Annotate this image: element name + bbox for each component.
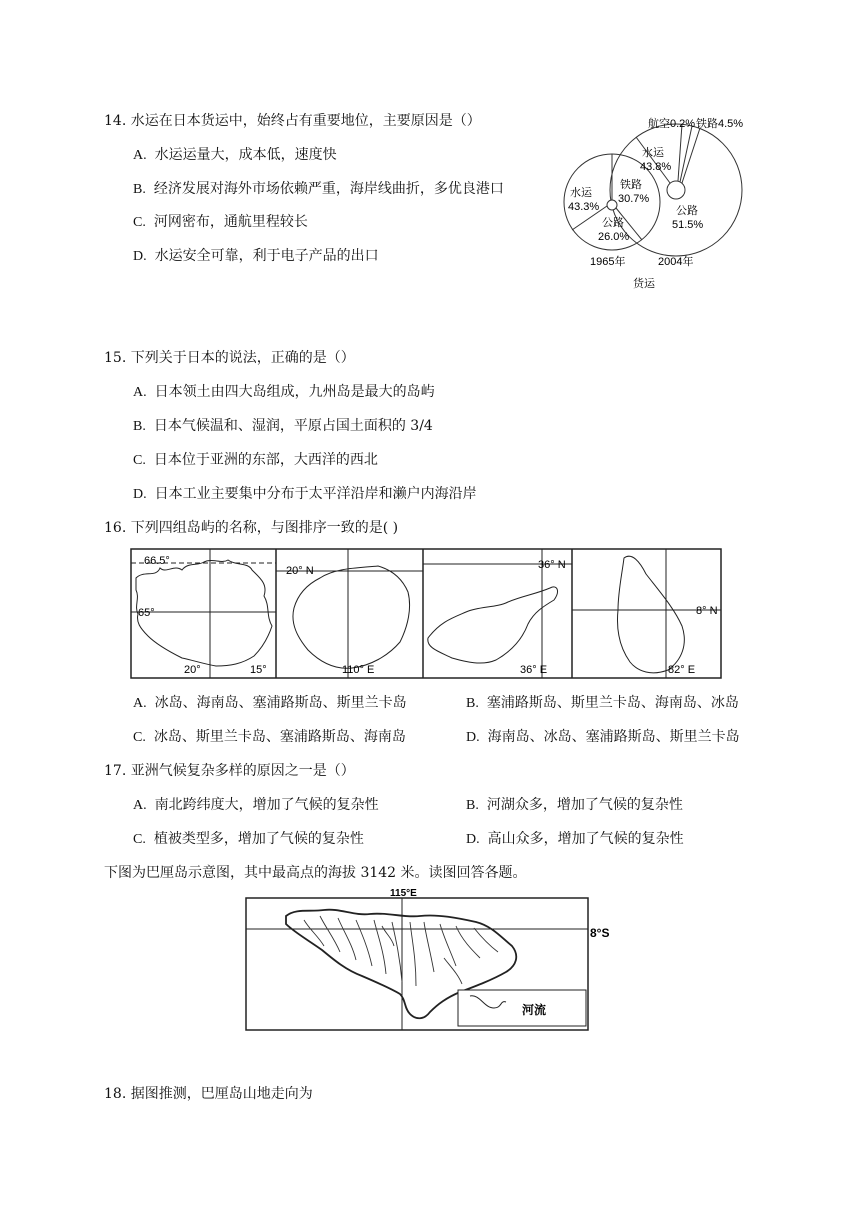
label-water-1965: 水运 43.3% bbox=[568, 187, 600, 213]
option-letter: D. bbox=[133, 249, 147, 264]
chart-caption: 货运 bbox=[633, 278, 655, 290]
q14-option-b[interactable] bbox=[133, 178, 504, 198]
panel-hainan bbox=[276, 549, 423, 678]
q17-option-c[interactable] bbox=[133, 828, 364, 848]
lon-label: 115°E bbox=[390, 888, 417, 899]
option-letter: C. bbox=[133, 832, 146, 847]
lat-label: 20° N bbox=[286, 565, 314, 577]
q16-option-d[interactable] bbox=[466, 726, 740, 746]
option-text: 日本领土由四大岛组成，九州岛是最大的岛屿 bbox=[154, 384, 435, 400]
option-letter: A. bbox=[133, 696, 147, 711]
q18-stem: 18. 据图推测，巴厘岛山地走向为 bbox=[104, 1086, 313, 1102]
bali-intro: 下图为巴厘岛示意图，其中最高点的海拔 3142 米。读图回答各题。 bbox=[104, 865, 527, 881]
option-letter: B. bbox=[466, 798, 479, 813]
option-text: 海南岛、冰岛、塞浦路斯岛、斯里兰卡岛 bbox=[487, 729, 740, 745]
lat-label: 8°S bbox=[590, 926, 610, 940]
year-1965: 1965年 bbox=[590, 256, 626, 268]
legend-label: 河流 bbox=[522, 1003, 547, 1017]
label-water-2004: 水运 43.8% bbox=[640, 147, 672, 173]
option-letter: C. bbox=[133, 215, 146, 230]
panel-sri-lanka bbox=[572, 549, 721, 678]
option-text: 日本工业主要集中分布于太平洋沿岸和濑户内海沿岸 bbox=[154, 486, 477, 502]
label-road-2004: 公路 51.5% bbox=[672, 205, 704, 231]
option-text: 河湖众多，增加了气候的复杂性 bbox=[486, 797, 683, 813]
lat-label: 65° bbox=[138, 607, 155, 619]
q15-option-a[interactable] bbox=[133, 381, 435, 401]
lat-label: 36° N bbox=[538, 559, 566, 571]
option-letter: C. bbox=[133, 730, 146, 745]
lon-label: 82° E bbox=[668, 664, 696, 676]
q17-option-a[interactable] bbox=[133, 794, 379, 814]
lat-label: 8° N bbox=[696, 605, 718, 617]
option-text: 冰岛、斯里兰卡岛、塞浦路斯岛、海南岛 bbox=[153, 729, 406, 745]
q15-option-b[interactable] bbox=[133, 415, 433, 435]
option-letter: A. bbox=[133, 385, 147, 400]
option-text: 植被类型多，增加了气候的复杂性 bbox=[153, 831, 364, 847]
option-text: 南北跨纬度大，增加了气候的复杂性 bbox=[154, 797, 379, 813]
q14-option-a[interactable] bbox=[133, 144, 337, 164]
q15-stem: 15. 下列关于日本的说法，正确的是（） bbox=[104, 350, 355, 366]
option-letter: A. bbox=[133, 798, 147, 813]
option-text: 高山众多，增加了气候的复杂性 bbox=[487, 831, 684, 847]
option-text: 水运安全可靠，利于电子产品的出口 bbox=[154, 248, 379, 264]
lon-label: 36° E bbox=[520, 664, 548, 676]
label-rail-2004: 铁路4.5% bbox=[696, 118, 744, 130]
q15-option-d[interactable] bbox=[133, 483, 477, 503]
bali-rivers bbox=[304, 916, 498, 986]
panel-cyprus bbox=[423, 549, 572, 678]
option-letter: D. bbox=[466, 832, 480, 847]
q14-option-d[interactable] bbox=[133, 245, 379, 265]
q14-option-c[interactable] bbox=[133, 211, 308, 231]
label-air-2004: 航空0.2% bbox=[648, 118, 696, 130]
q16-option-b[interactable] bbox=[466, 692, 739, 712]
lon-label: 15° bbox=[250, 664, 267, 676]
q17-option-d[interactable] bbox=[466, 828, 684, 848]
option-text: 冰岛、海南岛、塞浦路斯岛、斯里兰卡岛 bbox=[154, 695, 407, 711]
option-text: 水运运量大，成本低，速度快 bbox=[154, 147, 337, 163]
q16-option-a[interactable] bbox=[133, 692, 407, 712]
islands-map-strip bbox=[130, 548, 722, 680]
lon-label: 110° E bbox=[342, 664, 375, 676]
option-letter: D. bbox=[133, 487, 147, 502]
lon-label: 20° bbox=[184, 664, 201, 676]
freight-chart bbox=[560, 110, 760, 300]
option-text: 经济发展对海外市场依赖严重，海岸线曲折，多优良港口 bbox=[153, 181, 504, 197]
q16-option-c[interactable] bbox=[133, 726, 406, 746]
q14-stem: 14. 水运在日本货运中，始终占有重要地位，主要原因是（） bbox=[104, 113, 481, 129]
label-rail-1965: 铁路 30.7% bbox=[618, 179, 650, 205]
q16-stem: 16. 下列四组岛屿的名称，与图排序一致的是( ) bbox=[104, 520, 399, 536]
option-text: 日本气候温和、湿润，平原占国土面积的 3/4 bbox=[153, 418, 433, 434]
option-letter: B. bbox=[466, 696, 479, 711]
q15-option-c[interactable] bbox=[133, 449, 378, 469]
option-text: 河网密布，通航里程较长 bbox=[153, 214, 308, 230]
option-letter: B. bbox=[133, 419, 146, 434]
option-letter: B. bbox=[133, 182, 146, 197]
option-text: 塞浦路斯岛、斯里兰卡岛、海南岛、冰岛 bbox=[486, 695, 739, 711]
q17-stem: 17. 亚洲气候复杂多样的原因之一是（） bbox=[104, 763, 355, 779]
lat-label: 66.5° bbox=[144, 555, 170, 567]
year-2004: 2004年 bbox=[658, 256, 694, 268]
option-text: 日本位于亚洲的东部，大西洋的西北 bbox=[153, 452, 378, 468]
option-letter: D. bbox=[466, 730, 480, 745]
q17-option-b[interactable] bbox=[466, 794, 683, 814]
label-road-1965: 公路 26.0% bbox=[598, 217, 630, 243]
bali-map bbox=[244, 886, 624, 1034]
option-letter: A. bbox=[133, 148, 147, 163]
panel-iceland bbox=[131, 549, 276, 678]
option-letter: C. bbox=[133, 453, 146, 468]
